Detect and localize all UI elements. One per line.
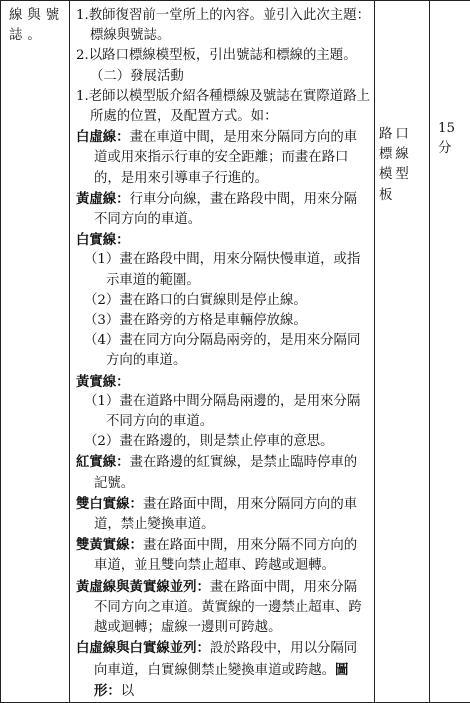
term-white-solid: 白實線： (76, 230, 370, 250)
resource-text: 路口標線模型板 (375, 1, 429, 206)
table-row (1, 1, 470, 703)
white-solid-item-4: （4）畫在同方向分隔島兩旁的，是用來分隔同方向的車道。 (76, 331, 370, 371)
resource-cell (375, 1, 430, 703)
intro-item-1: 1.教師復習前一堂所上的內容。並引入此次主題：標線與號誌。 (76, 6, 370, 46)
term-double-yellow: 雙黃實線：畫在路面中間，用來分隔不同方向的車道，並且雙向禁止超車、跨越或迴轉。 (76, 535, 370, 576)
yellow-solid-item-1: （1）畫在道路中間分隔島兩邊的，是用來分隔不同方向的車道。 (76, 392, 370, 432)
activity-cell (70, 1, 375, 703)
time-cell (430, 1, 470, 703)
time-text: 15 分 (430, 1, 470, 159)
term-double-white: 雙白實線：畫在路面中間，用來分隔同方向的車道，禁止變換車道。 (76, 494, 370, 535)
activity-item-1: 1.老師以模型版介紹各種標線及號誌在實際道路上所處的位置，及配置方式。如： (76, 87, 370, 127)
goal-text: 線與號誌。 (1, 1, 69, 46)
white-solid-item-3: （3）畫在路旁的方格是車輛停放線。 (76, 311, 370, 331)
term-white-dashed-solid: 白虛線與白實線並列：設於路段中，用以分隔同向車道，白實線側禁止變換車道或跨越。圖形：以 (76, 638, 370, 702)
term-white-dashed: 白虛線：畫在車道中間，是用來分隔同方向的車道或用來指示行車的安全距離；而畫在路口的，是用來引導車子行進的。 (76, 127, 370, 189)
term-yellow-solid: 黃實線： (76, 372, 370, 392)
goal-cell (1, 1, 70, 703)
term-red-solid: 紅實線：畫在路邊的紅實線，是禁止臨時停車的記號。 (76, 452, 370, 493)
intro-item-2: 2.以路口標線模型板，引出號誌和標線的主題。 (76, 46, 370, 66)
section-title: （二）發展活動 (76, 67, 370, 87)
white-solid-item-1: （1）畫在路段中間，用來分隔快慢車道，或指示車道的範圍。 (76, 250, 370, 290)
term-yellow-dashed-solid: 黃虛線與黃實線並列：畫在路面中間，用來分隔不同方向之車道。黃實線的一邊禁止超車、跨越或迴轉；虛線一邊則可跨越。 (76, 577, 370, 639)
yellow-solid-item-2: （2）畫在路邊的，則是禁止停車的意思。 (76, 432, 370, 452)
term-yellow-dashed: 黃虛線：行車分向線，畫在路段中間，用來分隔不同方向的車道。 (76, 189, 370, 230)
white-solid-item-2: （2）畫在路口的白實線則是停止線。 (76, 291, 370, 311)
